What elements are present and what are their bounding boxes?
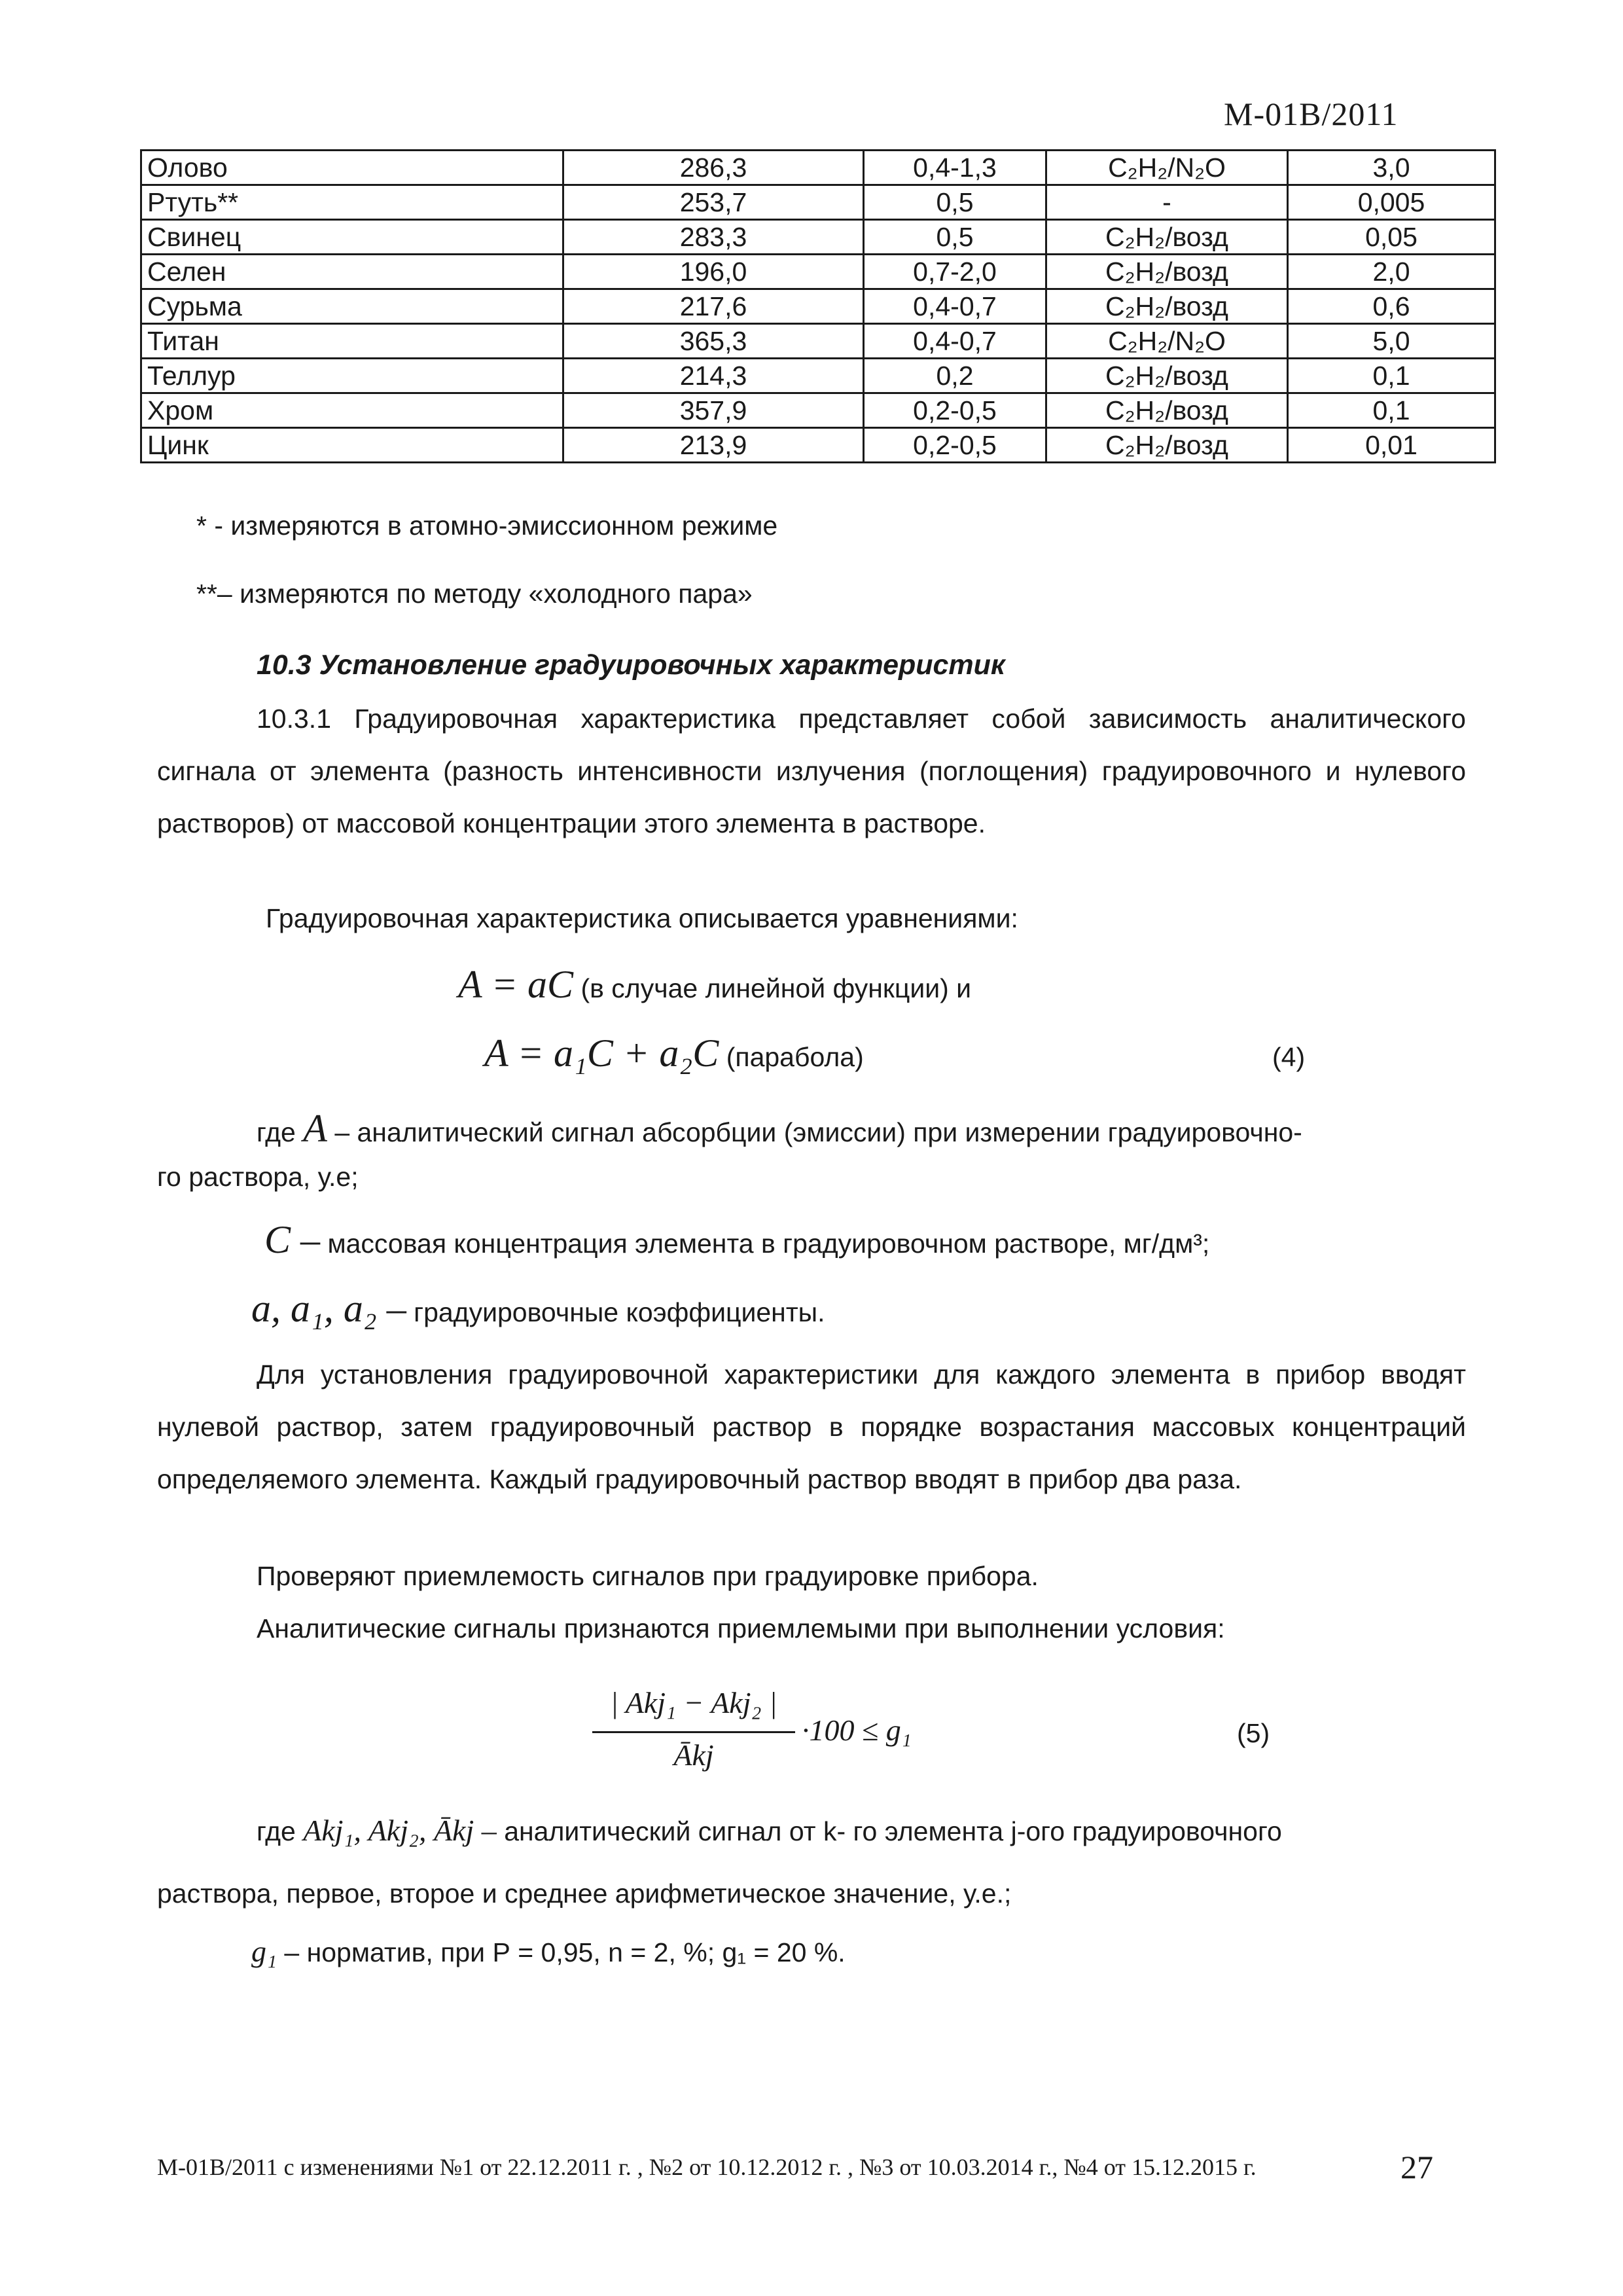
cell-limit: 5,0 xyxy=(1288,324,1495,359)
table-row xyxy=(141,428,1495,463)
cell-range: 0,2-0,5 xyxy=(864,428,1046,463)
cell-wavelength: 283,3 xyxy=(563,220,864,255)
cell-wavelength: 357,9 xyxy=(563,393,864,428)
cell-range: 0,2-0,5 xyxy=(864,393,1046,428)
table-row xyxy=(141,255,1495,289)
cell-gas: C₂H₂/N₂O xyxy=(1046,324,1288,359)
elements-table xyxy=(140,149,1496,463)
equation-parabola-note: (парабола) xyxy=(726,1042,864,1072)
cell-element: Теллур xyxy=(141,359,563,393)
cell-limit: 0,005 xyxy=(1288,185,1495,220)
footer-revisions: М-01В/2011 с изменениями №1 от 22.12.2011 г. , №2 от 10.12.2012 г. , №3 от 10.03.2014 г., №4 от 15.12.2015 г. xyxy=(157,2154,1257,2180)
definition-coefficients xyxy=(251,1286,825,1331)
cell-range: 0,2 xyxy=(864,359,1046,393)
definition-C-text: массовая концентрация элемента в градуировочном растворе, мг/дм³; xyxy=(327,1229,1210,1259)
equation-numerator: | Akj₁ − Akj₂ | xyxy=(610,1686,777,1719)
table-row xyxy=(141,151,1495,185)
variables-a: a, a₁, a₂ – xyxy=(251,1287,406,1330)
paragraph-procedure xyxy=(157,1348,1466,1505)
document-code: М-01В/2011 xyxy=(1224,96,1399,132)
cell-wavelength: 253,7 xyxy=(563,185,864,220)
cell-gas: C₂H₂/возд xyxy=(1046,393,1288,428)
cell-wavelength: 214,3 xyxy=(563,359,864,393)
equation-number-5: (5) xyxy=(1237,1718,1270,1748)
table-row xyxy=(141,359,1495,393)
cell-wavelength: 286,3 xyxy=(563,151,864,185)
cell-range: 0,5 xyxy=(864,185,1046,220)
definition-A-continuation: го раствора, у.е; xyxy=(157,1162,359,1192)
cell-range: 0,4-0,7 xyxy=(864,289,1046,324)
cell-wavelength: 196,0 xyxy=(563,255,864,289)
table-row xyxy=(141,289,1495,324)
fraction-bar xyxy=(592,1731,795,1733)
cell-gas: C₂H₂/возд xyxy=(1046,359,1288,393)
variables-Akj: Akj₁, Akj₂, Ākj – xyxy=(303,1814,497,1847)
cell-limit: 0,6 xyxy=(1288,289,1495,324)
check-line: Проверяют приемлемость сигналов при градуировке прибора. xyxy=(257,1561,1039,1591)
cell-element: Титан xyxy=(141,324,563,359)
cell-wavelength: 217,6 xyxy=(563,289,864,324)
definition-A xyxy=(257,1106,1302,1151)
cell-element: Свинец xyxy=(141,220,563,255)
where-label: где xyxy=(257,1117,296,1147)
definition-A-text: – аналитический сигнал абсорбции (эмиссии) при измерении градуировочно- xyxy=(334,1117,1302,1147)
cell-range: 0,4-0,7 xyxy=(864,324,1046,359)
equation-parabola xyxy=(484,1031,864,1076)
equation-denominator: Ākj xyxy=(673,1738,714,1772)
variable-A: A xyxy=(303,1107,327,1150)
cell-element: Ртуть** xyxy=(141,185,563,220)
cell-range: 0,5 xyxy=(864,220,1046,255)
cell-range: 0,7-2,0 xyxy=(864,255,1046,289)
definition-Akj-continuation: раствора, первое, второе и среднее арифметическое значение, у.е.; xyxy=(157,1878,1012,1909)
definition-g-text: – норматив, при Р = 0,95, n = 2, %; g₁ = 20 %. xyxy=(284,1937,846,1967)
note-atomic-emission: * - измеряются в атомно-эмиссионном режиме xyxy=(196,511,778,541)
page-number: 27 xyxy=(1400,2149,1433,2185)
definition-g xyxy=(251,1934,846,1969)
cell-wavelength: 365,3 xyxy=(563,324,864,359)
equation-linear-formula: A = aC xyxy=(458,963,574,1006)
definition-coefficients-text: градуировочные коэффициенты. xyxy=(414,1297,825,1327)
paragraph-procedure-text: Для установления градуировочной характеристики для каждого элемента в прибор вводят нулевой раствор, затем градуировочный раствор в порядке возрастания массовых концентраций определяемого элемента. Каждый градуировочный раствор вводят в прибор два раза. xyxy=(157,1359,1466,1494)
cell-gas: C₂H₂/возд xyxy=(1046,220,1288,255)
table-row xyxy=(141,393,1495,428)
equation-linear-note: (в случае линейной функции) и xyxy=(580,973,972,1003)
cell-gas: C₂H₂/N₂O xyxy=(1046,151,1288,185)
cell-element: Олово xyxy=(141,151,563,185)
where-label: где xyxy=(257,1816,296,1846)
equations-intro: Градуировочная характеристика описывается уравнениями: xyxy=(266,903,1018,933)
equation-linear xyxy=(458,962,971,1007)
equation-acceptance xyxy=(592,1685,959,1784)
definition-Akj xyxy=(257,1813,1282,1848)
cell-limit: 0,05 xyxy=(1288,220,1495,255)
variable-g: g₁ xyxy=(251,1935,277,1968)
note-cold-vapor: **– измеряются по методу «холодного пара» xyxy=(196,579,753,609)
cell-element: Цинк xyxy=(141,428,563,463)
definition-Akj-text: аналитический сигнал от k- го элемента j-ого градуировочного xyxy=(504,1816,1282,1846)
table-row xyxy=(141,185,1495,220)
table-row xyxy=(141,220,1495,255)
equation-parabola-formula: A = a₁C + a₂C xyxy=(484,1031,719,1075)
cell-limit: 3,0 xyxy=(1288,151,1495,185)
cell-gas: C₂H₂/возд xyxy=(1046,255,1288,289)
cell-limit: 0,1 xyxy=(1288,359,1495,393)
definition-C xyxy=(264,1217,1209,1263)
equation-number-4: (4) xyxy=(1272,1042,1306,1072)
table-row xyxy=(141,324,1495,359)
variable-C: C – xyxy=(264,1218,321,1261)
equation-rest: ·100 ≤ g₁ xyxy=(802,1713,912,1747)
cell-gas: C₂H₂/возд xyxy=(1046,428,1288,463)
cell-element: Хром xyxy=(141,393,563,428)
cell-limit: 2,0 xyxy=(1288,255,1495,289)
paragraph-definition xyxy=(157,692,1466,850)
cell-element: Сурьма xyxy=(141,289,563,324)
cell-gas: C₂H₂/возд xyxy=(1046,289,1288,324)
cell-limit: 0,1 xyxy=(1288,393,1495,428)
cell-wavelength: 213,9 xyxy=(563,428,864,463)
elements-table-body xyxy=(141,151,1495,463)
section-heading: 10.3 Установление градуировочных характеристик xyxy=(257,649,1005,681)
cell-gas: - xyxy=(1046,185,1288,220)
cell-range: 0,4-1,3 xyxy=(864,151,1046,185)
cell-limit: 0,01 xyxy=(1288,428,1495,463)
paragraph-text: 10.3.1 Градуировочная характеристика представляет собой зависимость аналитического сигнала от элемента (разность интенсивности излучения (поглощения) градуировочного и нулевого растворов) от массовой концентрации этого элемента в растворе. xyxy=(157,704,1466,838)
cell-element: Селен xyxy=(141,255,563,289)
condition-line: Аналитические сигналы признаются приемлемыми при выполнении условия: xyxy=(257,1613,1225,1643)
